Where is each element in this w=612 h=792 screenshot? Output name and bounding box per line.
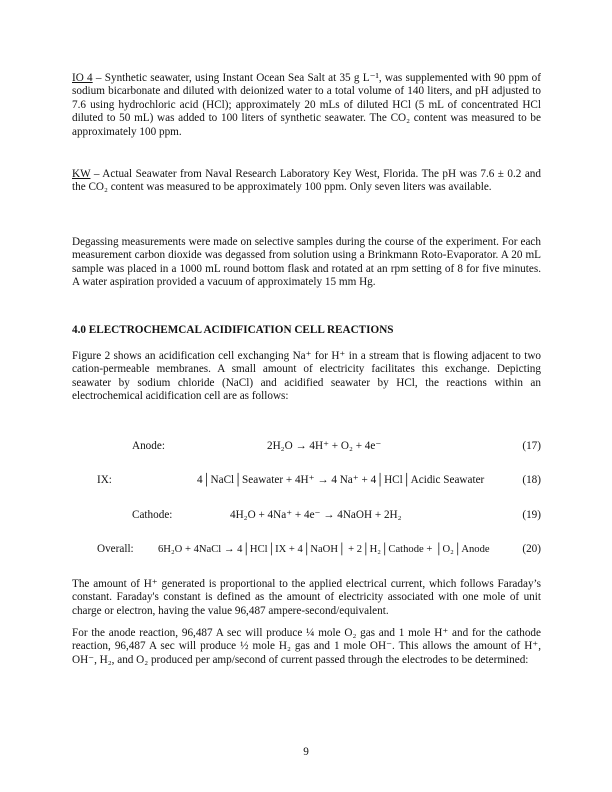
io4-text: – Synthetic seawater, using Instant Ocean Sea Salt at 35 g L⁻¹, was supplemented with 90 ppm of sodium bicarbonate and diluted with deionized water to a total volume of 140 liters, and pH adjusted to 7.6 using hydrochloric acid (HCl); approximately 20 mLs of diluted HCl (5 mL of concentrated HCl diluted to 50 mL) was added to 100 liters of synthetic seawater. The CO₂ content was measured to be approximately 100 ppm. bbox=[72, 72, 541, 138]
equation-formula: 4H₂O + 4Na⁺ + 4e⁻ → 4NaOH + 2H₂ bbox=[230, 509, 402, 521]
equation-number: (20) bbox=[522, 543, 541, 555]
equation-number: (17) bbox=[522, 440, 541, 452]
kw-text: – Actual Seawater from Naval Research Laboratory Key West, Florida. The pH was 7.6 ± 0.2 and the CO₂ content was measured to be approximately 100 ppm. Only seven liters was available. bbox=[72, 168, 541, 194]
equation-formula: 4│NaCl│Seawater + 4H⁺ → 4 Na⁺ + 4│HCl│Acidic Seawater bbox=[197, 474, 485, 486]
equation-formula: 2H₂O → 4H⁺ + O₂ + 4e⁻ bbox=[267, 440, 382, 452]
paragraph-degassing: Degassing measurements were made on selective samples during the course of the experiment. For each measurement carbon dioxide was degassed from solution using a Brinkmann Roto-Evaporator. A 20 mL sample was placed in a 1000 mL round bottom flask and rotated at an rpm setting of 8 for five minutes. A water aspiration provided a vacuum of approximately 15 mm Hg. bbox=[72, 236, 541, 289]
paragraph-io4 bbox=[72, 72, 541, 139]
equation-label: Anode: bbox=[132, 440, 165, 452]
section-heading: 4.0 ELECTROCHEMCAL ACIDIFICATION CELL REACTIONS bbox=[72, 324, 394, 336]
equation-label: IX: bbox=[97, 474, 112, 486]
equation-19 bbox=[72, 509, 541, 523]
equation-formula: 6H₂O + 4NaCl → 4│HCl│IX + 4│NaOH│ + 2│H₂│Cathode + │O₂│Anode bbox=[158, 544, 490, 555]
io4-label: IO 4 bbox=[72, 72, 93, 84]
equation-label: Overall: bbox=[97, 543, 134, 555]
equation-20 bbox=[72, 543, 541, 557]
paragraph-anode-reaction: For the anode reaction, 96,487 A sec will produce ¼ mole O₂ gas and 1 mole H⁺ and for the cathode reaction, 96,487 A sec will produce ½ mole H₂ gas and 1 mole OH⁻. This allows the amount of H⁺, OH⁻, H₂, and O₂ produced per amp/second of current passed through the electrodes to be determined: bbox=[72, 627, 541, 666]
equation-17 bbox=[72, 440, 541, 454]
kw-label: KW bbox=[72, 168, 91, 180]
paragraph-figure2: Figure 2 shows an acidification cell exchanging Na⁺ for H⁺ in a stream that is flowing adjacent to two cation-permeable membranes. A small amount of electricity facilitates this exchange. Depicting seawater by sodium chloride (NaCl) and acidified seawater by HCl, the reactions within an electrochemical acidification cell are as follows: bbox=[72, 350, 541, 403]
equation-number: (18) bbox=[522, 474, 541, 486]
equation-18 bbox=[72, 474, 541, 488]
paragraph-faraday: The amount of H⁺ generated is proportional to the applied electrical current, which follows Faraday’s constant. Faraday's constant is defined as the amount of electricity associated with one mole of unit charge or electron, having the value 96,487 ampere-second/equivalent. bbox=[72, 578, 541, 617]
equation-number: (19) bbox=[522, 509, 541, 521]
equation-label: Cathode: bbox=[132, 509, 173, 521]
paragraph-kw bbox=[72, 168, 541, 195]
page-number: 9 bbox=[303, 746, 309, 758]
